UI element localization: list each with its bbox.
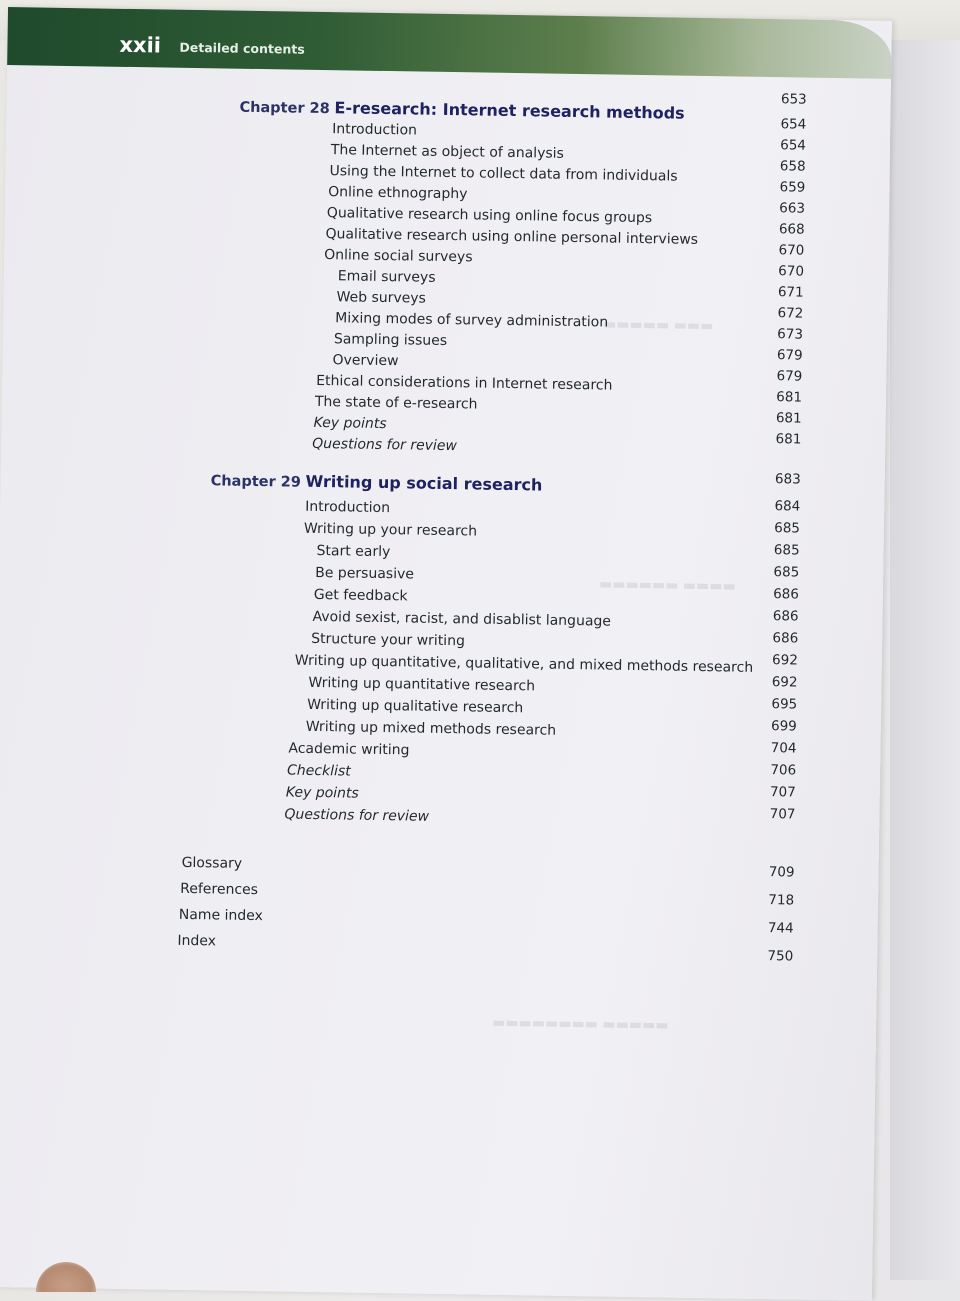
toc-subentry: Be persuasive (315, 564, 415, 583)
show-through-text: ▬▬▬▬▬▬ ▬▬▬▬ (598, 576, 736, 595)
back-matter-references: References (180, 880, 259, 899)
toc-entry: Introduction (332, 121, 418, 139)
toc-entry-key-points: Key points (313, 414, 387, 433)
toc-subentry: Sampling issues (333, 331, 448, 349)
toc-page-number: 685 (774, 520, 801, 537)
toc-entry: Online social surveys (324, 247, 473, 266)
toc-entry: Introduction (305, 498, 391, 517)
toc-page-number: 671 (777, 284, 804, 301)
toc-entry-key-points: Key points (285, 784, 359, 802)
toc-page-number: 686 (772, 608, 799, 625)
toc-page-number: 699 (770, 718, 797, 735)
toc-entry: The Internet as object of analysis (330, 142, 565, 162)
photo-background-right (890, 40, 960, 1280)
toc-page-number: 670 (778, 242, 805, 259)
toc-subentry: Web surveys (336, 289, 427, 307)
back-matter-index: Index (177, 932, 217, 950)
toc-page-number: 706 (770, 762, 797, 779)
toc-page-number: 685 (773, 564, 800, 581)
toc-entry: Qualitative research using online personal interviews (325, 226, 699, 248)
chapter-label: Chapter 29 (210, 473, 302, 491)
toc-page-number: 685 (773, 542, 800, 559)
toc-page-number: 659 (779, 179, 806, 196)
toc-page-number: 709 (768, 864, 795, 881)
toc-page-number: 684 (774, 498, 801, 515)
toc-entry: Writing up quantitative, qualitative, and mixed methods research (294, 652, 754, 676)
toc-subentry: Writing up quantitative research (308, 674, 536, 695)
back-matter-name-index: Name index (178, 906, 263, 925)
chapter-title: E-research: Internet research methods (334, 98, 685, 123)
toc-page-number: 681 (776, 389, 803, 406)
toc-page-number: 750 (767, 948, 794, 965)
chapter-heading (211, 470, 543, 494)
toc-entry: Using the Internet to collect data from individuals (329, 163, 678, 185)
toc-page-number: 686 (772, 630, 799, 647)
toc-page-number: 707 (769, 806, 796, 823)
toc-entry: Academic writing (288, 740, 410, 759)
toc-page-number: 672 (777, 305, 804, 322)
toc-page-number: 744 (767, 920, 794, 937)
toc-page-number: 718 (768, 892, 795, 909)
page-number: xxii (119, 32, 162, 58)
running-head: Detailed contents (179, 39, 305, 57)
toc-page-number: 668 (778, 221, 805, 238)
chapter-page-number: 653 (780, 91, 807, 108)
toc-page-number: 670 (778, 263, 805, 280)
toc-subentry: Start early (316, 542, 391, 561)
chapter-heading (239, 97, 684, 123)
toc-page-number: 704 (770, 740, 797, 757)
toc-page-number: 686 (773, 586, 800, 603)
toc-page-number: 681 (775, 431, 802, 448)
toc-entry: Online ethnography (328, 184, 468, 203)
show-through-text: ▬▬▬▬▬▬▬▬ ▬▬▬▬▬ (492, 1014, 669, 1034)
toc-subentry: Email surveys (337, 268, 436, 286)
toc-page-number: 654 (780, 137, 807, 154)
toc-subentry: Writing up qualitative research (307, 696, 524, 717)
toc-subentry: Get feedback (313, 586, 408, 605)
toc-page-number: 679 (776, 368, 803, 385)
chapter-label: Chapter 28 (239, 99, 330, 118)
toc-subentry: Writing up mixed methods research (305, 718, 557, 739)
toc-page-number: 692 (771, 652, 799, 669)
toc-page-number: 695 (771, 696, 798, 713)
toc-entry: Qualitative research using online focus groups (326, 205, 653, 227)
show-through-text: ▬▬▬▬▬ ▬▬▬ (603, 316, 714, 335)
toc-page-number: 673 (777, 326, 804, 343)
chapter-title: Writing up social research (305, 471, 543, 495)
toc-page-number: 692 (771, 674, 798, 691)
toc-page-number: 681 (775, 410, 802, 427)
back-matter-glossary: Glossary (181, 854, 243, 872)
toc-entry: The state of e-research (314, 393, 478, 413)
toc-page-number: 658 (779, 158, 806, 175)
chapter-page-number: 683 (774, 471, 801, 488)
toc-subentry: Overview (332, 352, 399, 370)
toc-page-number: 707 (769, 784, 796, 801)
toc-entry: Writing up your research (303, 520, 478, 540)
toc-entry-questions: Questions for review (284, 806, 430, 825)
toc-subentry: Avoid sexist, racist, and disablist language (312, 608, 612, 630)
toc-entry-questions: Questions for review (312, 435, 458, 455)
toc-subentry: Structure your writing (311, 630, 466, 650)
toc-page-number: 663 (779, 200, 806, 217)
toc-page-number: 654 (780, 116, 807, 133)
toc-subentry: Mixing modes of survey administration (335, 310, 609, 331)
toc-page-number: 679 (776, 347, 803, 364)
toc-entry-checklist: Checklist (286, 762, 351, 780)
book-page (0, 7, 892, 1301)
toc-entry: Ethical considerations in Internet research (316, 372, 613, 394)
